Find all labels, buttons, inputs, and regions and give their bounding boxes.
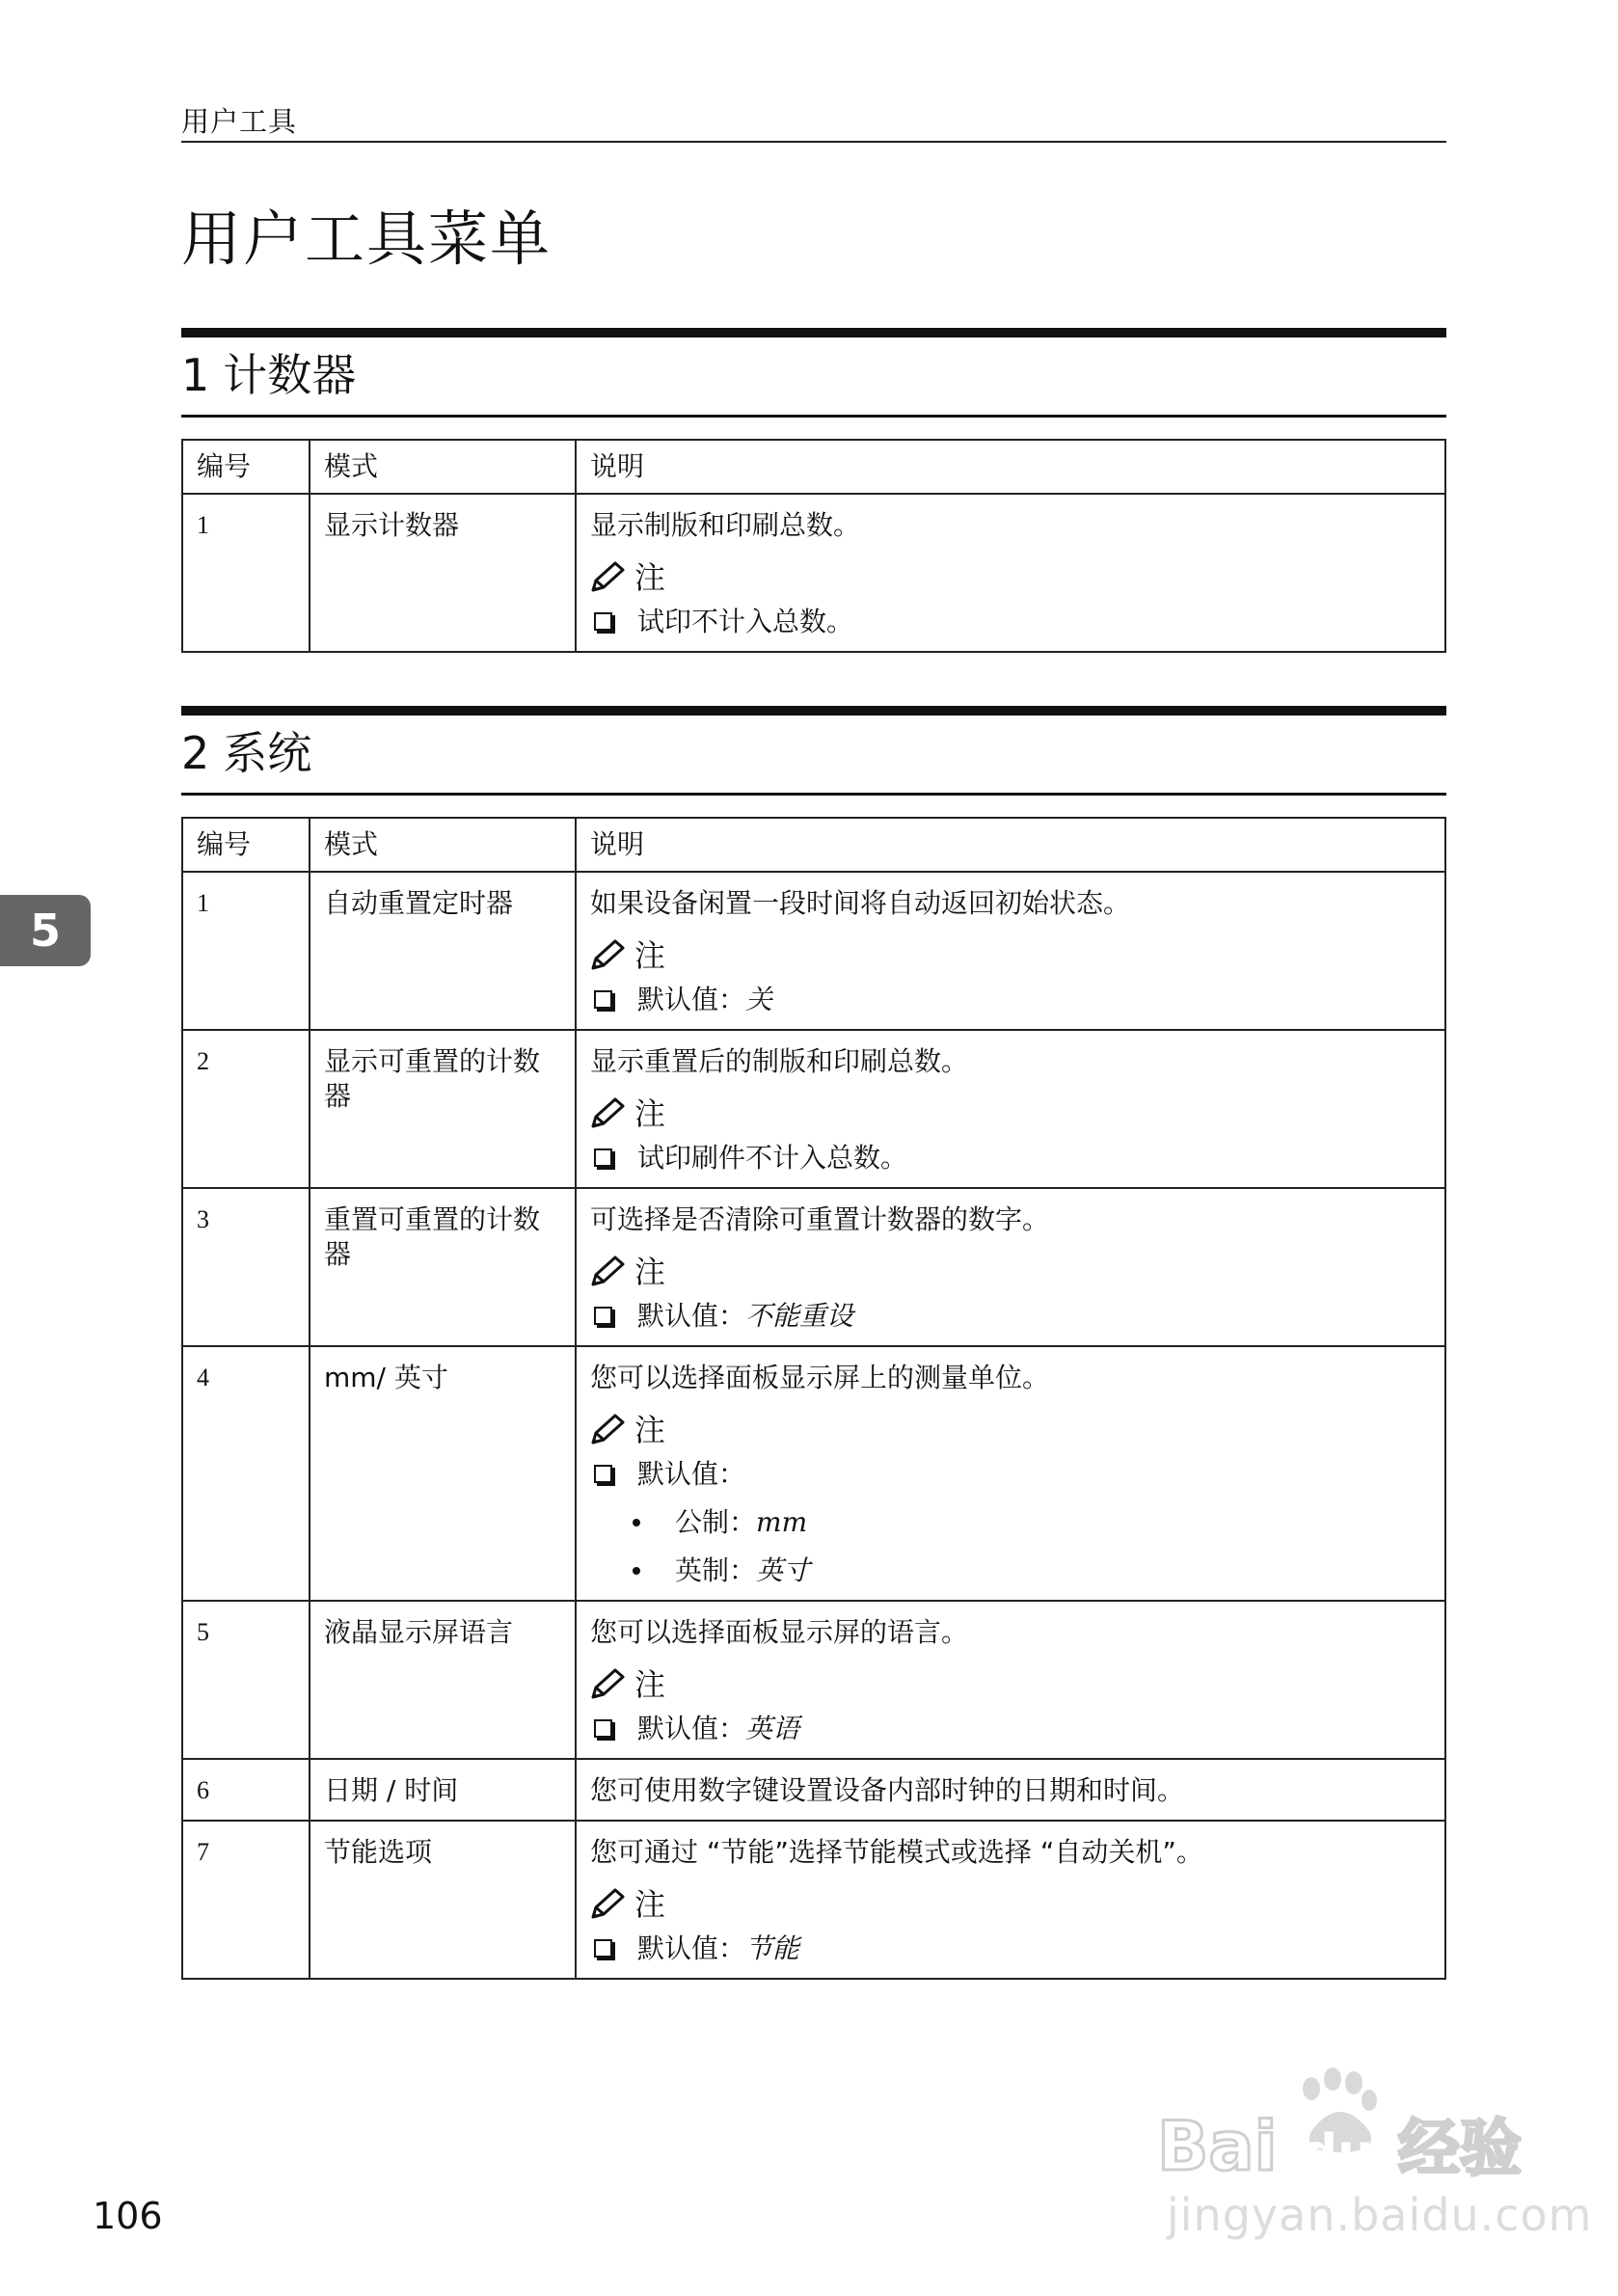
- list-item: [590, 1553, 1431, 1588]
- note-item: [590, 1299, 1431, 1334]
- table-row: [182, 1759, 1445, 1821]
- checkbox-bullet-icon: [594, 1148, 612, 1167]
- default-value: 节能: [745, 1932, 800, 1964]
- section-number: 2: [181, 727, 210, 779]
- section-system: [181, 706, 1446, 1980]
- table-row: [182, 494, 1445, 652]
- bullet-label: 公制：: [675, 1506, 757, 1538]
- description-text: 您可以选择面板显示屏的语言。: [590, 1616, 969, 1648]
- description-text: 您可使用数字键设置设备内部时钟的日期和时间。: [590, 1774, 1185, 1806]
- watermark-url: jingyan.baidu.com: [1167, 2189, 1593, 2241]
- svg-text:du: du: [1302, 2124, 1374, 2179]
- counter-table: [181, 439, 1446, 653]
- row-number: 7: [182, 1821, 310, 1979]
- table-row: [182, 1821, 1445, 1979]
- baidu-jingyan-logo: [1157, 2064, 1543, 2179]
- description-text: 如果设备闲置一段时间将自动返回初始状态。: [590, 887, 1131, 919]
- description-text: 您可以选择面板显示屏上的测量单位。: [590, 1362, 1050, 1393]
- note-item: [590, 1141, 1431, 1175]
- default-value: 英语: [745, 1713, 800, 1744]
- note-heading: [590, 1094, 1431, 1133]
- table-row: [182, 1188, 1445, 1346]
- default-label: 默认值：: [637, 1458, 746, 1490]
- section-heading: [181, 716, 1446, 796]
- note-heading: [590, 558, 1431, 597]
- chapter-tab: 5: [0, 895, 91, 966]
- svg-text:Bai: Bai: [1157, 2107, 1278, 2179]
- row-number: 5: [182, 1601, 310, 1759]
- system-table: [181, 817, 1446, 1980]
- row-number: 6: [182, 1759, 310, 1821]
- checkbox-bullet-icon: [594, 1465, 612, 1483]
- row-description: [576, 1821, 1445, 1979]
- description-text: 显示重置后的制版和印刷总数。: [590, 1045, 969, 1077]
- bullet-value: mm: [756, 1506, 808, 1538]
- row-mode: 自动重置定时器: [310, 872, 576, 1030]
- svg-text:经验: 经验: [1398, 2114, 1522, 2179]
- section-number: 1: [181, 349, 210, 401]
- checkbox-bullet-icon: [594, 612, 612, 631]
- row-mode: 液晶显示屏语言: [310, 1601, 576, 1759]
- note-heading: [590, 1411, 1431, 1449]
- row-description: [576, 1346, 1445, 1601]
- table-header-row: [182, 818, 1445, 872]
- pencil-note-icon: [590, 1888, 625, 1921]
- description-text: 您可通过 “节能”选择节能模式或选择 “自动关机”。: [590, 1836, 1203, 1868]
- note-label: 注: [634, 1666, 666, 1703]
- row-mode: 节能选项: [310, 1821, 576, 1979]
- note-label: 注: [634, 1412, 666, 1448]
- row-description: [576, 1188, 1445, 1346]
- header-rule: [181, 141, 1446, 143]
- page-title: 用户工具菜单: [181, 203, 553, 274]
- col-header-description: 说明: [576, 818, 1445, 872]
- row-mode: mm/ 英寸: [310, 1346, 576, 1601]
- bullet-label: 英制：: [675, 1554, 757, 1586]
- default-label: 默认值：: [637, 1932, 746, 1964]
- section-counter: [181, 328, 1446, 653]
- pencil-note-icon: [590, 1668, 625, 1701]
- bullet-value: 英寸: [756, 1554, 811, 1586]
- row-mode: 显示可重置的计数器: [310, 1030, 576, 1188]
- note-item: [590, 1712, 1431, 1746]
- note-label: 注: [634, 1886, 666, 1923]
- default-value-list: [590, 1505, 1431, 1588]
- note-text: 试印不计入总数。: [637, 606, 854, 637]
- row-description: [576, 1601, 1445, 1759]
- checkbox-bullet-icon: [594, 990, 612, 1009]
- note-heading: [590, 1885, 1431, 1924]
- table-header-row: [182, 440, 1445, 494]
- pencil-note-icon: [590, 1097, 625, 1130]
- bullet-icon: [633, 1519, 640, 1526]
- row-description: [576, 494, 1445, 652]
- checkbox-bullet-icon: [594, 1307, 612, 1325]
- pencil-note-icon: [590, 1414, 625, 1446]
- note-heading: [590, 1253, 1431, 1291]
- section-heading: [181, 338, 1446, 418]
- note-item: [590, 983, 1431, 1017]
- description-text: 显示制版和印刷总数。: [590, 509, 861, 541]
- pencil-note-icon: [590, 1256, 625, 1288]
- row-description: [576, 1030, 1445, 1188]
- section-title: 计数器: [223, 349, 357, 401]
- table-row: [182, 1030, 1445, 1188]
- pencil-note-icon: [590, 561, 625, 594]
- note-heading: [590, 936, 1431, 975]
- row-description: [576, 872, 1445, 1030]
- row-number: 1: [182, 494, 310, 652]
- row-number: 3: [182, 1188, 310, 1346]
- note-heading: [590, 1665, 1431, 1704]
- row-number: 1: [182, 872, 310, 1030]
- watermark: [1157, 2064, 1593, 2256]
- description-text: 可选择是否清除可重置计数器的数字。: [590, 1203, 1050, 1235]
- note-label: 注: [634, 937, 666, 974]
- page-number: 106: [93, 2195, 163, 2237]
- row-mode: 日期 / 时间: [310, 1759, 576, 1821]
- table-row: [182, 872, 1445, 1030]
- note-label: 注: [634, 559, 666, 596]
- list-item: [590, 1505, 1431, 1540]
- col-header-number: 编号: [182, 440, 310, 494]
- default-label: 默认值：: [637, 1713, 746, 1744]
- default-value: 不能重设: [745, 1300, 854, 1332]
- note-item: [590, 1457, 1431, 1492]
- col-header-mode: 模式: [310, 440, 576, 494]
- default-value: 关: [745, 984, 773, 1015]
- col-header-number: 编号: [182, 818, 310, 872]
- note-label: 注: [634, 1095, 666, 1132]
- section-title: 系统: [223, 727, 312, 779]
- default-label: 默认值：: [637, 984, 746, 1015]
- default-label: 默认值：: [637, 1300, 746, 1332]
- col-header-mode: 模式: [310, 818, 576, 872]
- note-text: 试印刷件不计入总数。: [637, 1142, 908, 1174]
- row-number: 4: [182, 1346, 310, 1601]
- row-description: [576, 1759, 1445, 1821]
- pencil-note-icon: [590, 939, 625, 972]
- running-header: 用户工具: [181, 105, 298, 138]
- row-mode: 显示计数器: [310, 494, 576, 652]
- col-header-description: 说明: [576, 440, 1445, 494]
- row-mode: 重置可重置的计数器: [310, 1188, 576, 1346]
- note-label: 注: [634, 1254, 666, 1290]
- bullet-icon: [633, 1567, 640, 1575]
- table-row: [182, 1601, 1445, 1759]
- checkbox-bullet-icon: [594, 1719, 612, 1738]
- table-row: [182, 1346, 1445, 1601]
- note-item: [590, 1931, 1431, 1966]
- checkbox-bullet-icon: [594, 1939, 612, 1958]
- row-number: 2: [182, 1030, 310, 1188]
- note-item: [590, 605, 1431, 639]
